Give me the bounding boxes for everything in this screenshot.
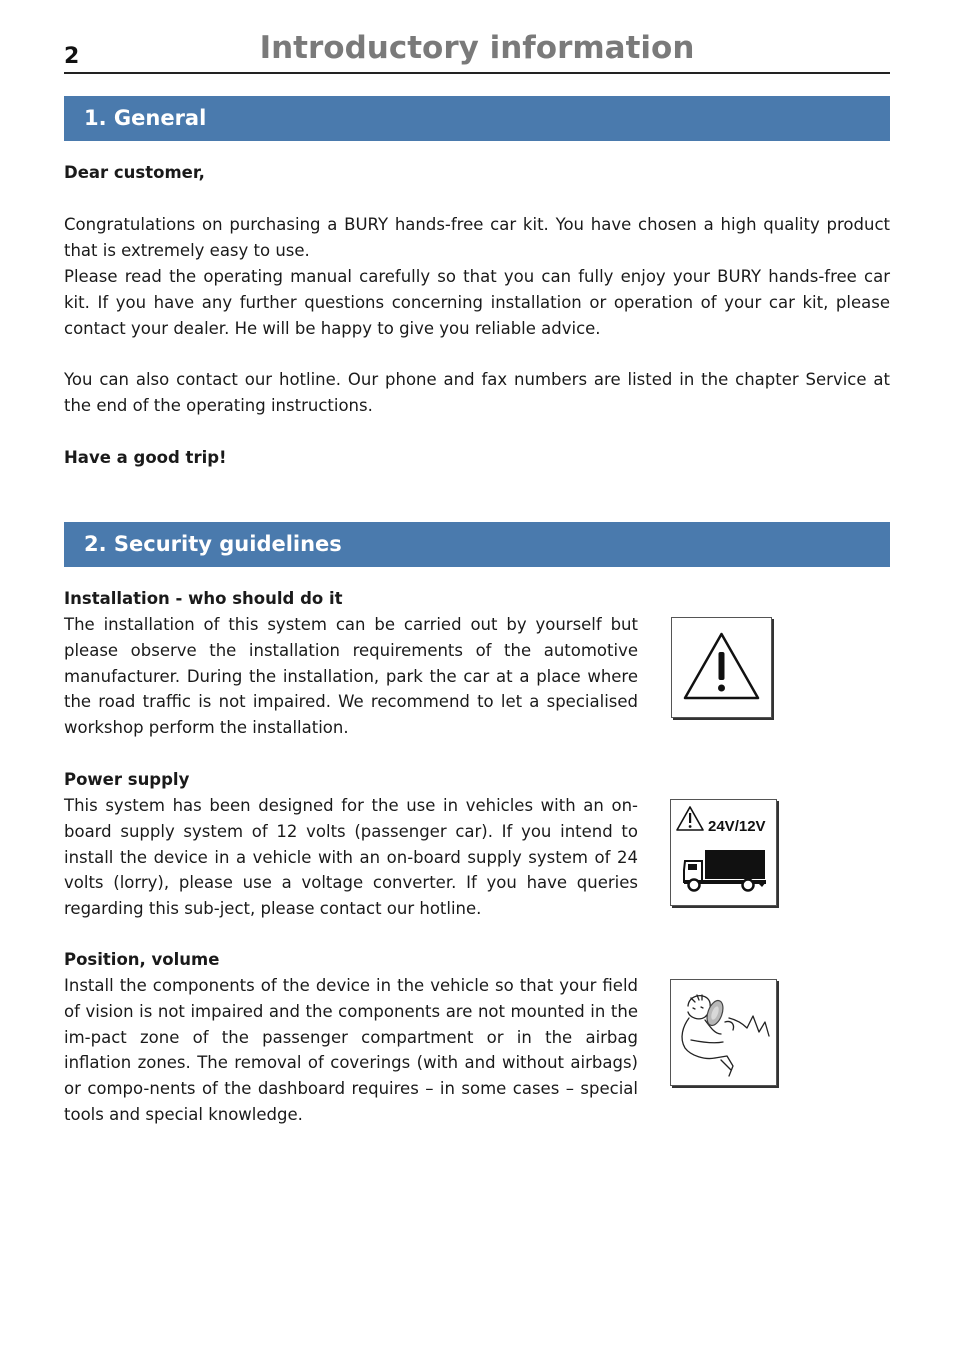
power-title: Power supply	[64, 770, 190, 789]
page-number: 2	[64, 44, 80, 69]
voltage-label: 24V/12V	[708, 818, 766, 835]
general-paragraph-3: You can also contact our hotline. Our phone and fax numbers are listed in the chapter Service at the end of the operating instructions.	[64, 370, 890, 415]
position-title: Position, volume	[64, 950, 220, 969]
airbag-driver-icon	[670, 979, 777, 1086]
position-body: Install the components of the device in the vehicle so that your field of vision is not impaired and the components are not mounted in the im-pact zone of the passenger compartment or in the airbag inflation zones. The removal of coverings (with and without airbags) or compo-nents of the dashboard requires – in some cases – special tools and special knowledge.	[64, 976, 638, 1124]
truck-voltage-icon	[670, 799, 777, 906]
section-security-heading: 2. Security guidelines	[64, 522, 890, 567]
general-paragraph-2: Please read the operating manual carefully so that you can fully enjoy your BURY hands-free car kit. If you have any further questions concerning installation or operation of your car kit, please contact your dealer. He will be happy to give you reliable advice.	[64, 267, 890, 338]
power-body: This system has been designed for the use in vehicles with an on-board supply system of 12 volts (passenger car). If you intend to install the device in a vehicle with an on-board supply system of 24 volts (lorry), please use a voltage converter. If you have queries regarding this sub-ject, please contact our hotline.	[64, 796, 638, 919]
warning-triangle-icon	[671, 617, 772, 718]
page-title: Introductory information	[259, 30, 695, 66]
closing-line: Have a good trip!	[64, 448, 227, 467]
installation-title: Installation - who should do it	[64, 589, 343, 608]
installation-body: The installation of this system can be carried out by yourself but please observe the installation requirements of the automotive manufacturer. During the installation, park the car at a place where the road traffic is not impaired. We recommend to let a specialised workshop perform the installation.	[64, 615, 638, 738]
title-rule	[64, 72, 890, 74]
general-paragraph-1: Congratulations on purchasing a BURY hands-free car kit. You have chosen a high quality product that is extremely easy to use.	[64, 215, 890, 260]
salutation: Dear customer,	[64, 163, 205, 182]
section-general-heading: 1. General	[64, 96, 890, 141]
